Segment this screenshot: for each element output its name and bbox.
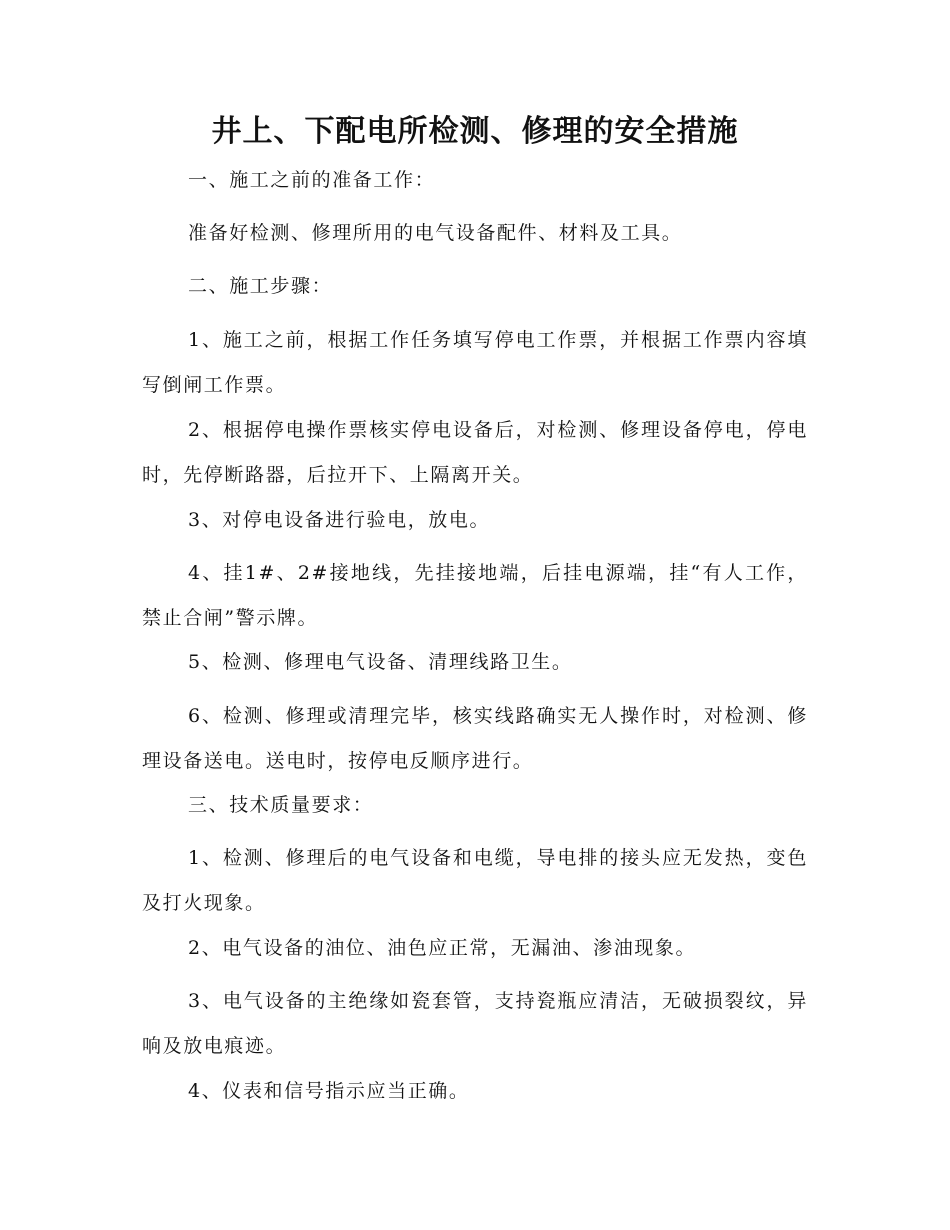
section-heading-preparation: 一、施工之前的准备工作： xyxy=(188,169,436,191)
section-heading-steps: 二、施工步骤： xyxy=(188,275,333,297)
step-2: 2、根据停电操作票核实停电设备后，对检测、修理设备停电，停电时，先停断路器，后拉开下、上隔离开关。 xyxy=(142,419,808,486)
step-3: 3、对停电设备进行验电，放电。 xyxy=(188,509,491,531)
requirement-1: 1、检测、修理后的电气设备和电缆，导电排的接头应无发热，变色及打火现象。 xyxy=(142,847,808,914)
section-heading-quality: 三、技术质量要求： xyxy=(188,794,374,816)
step-5: 5、检测、修理电气设备、清理线路卫生。 xyxy=(188,651,573,673)
document-title: 井上、下配电所检测、修理的安全措施 xyxy=(211,114,739,149)
paragraph-preparation: 准备好检测、修理所用的电气设备配件、材料及工具。 xyxy=(188,222,683,244)
step-4: 4、挂1#、2#接地线，先挂接地端，后挂电源端，挂“有人工作，禁止合闸”警示牌。 xyxy=(142,562,808,629)
requirement-2: 2、电气设备的油位、油色应正常，无漏油、渗油现象。 xyxy=(188,937,697,959)
requirement-3: 3、电气设备的主绝缘如瓷套管，支持瓷瓶应清洁，无破损裂纹，异响及放电痕迹。 xyxy=(142,990,808,1057)
step-6: 6、检测、修理或清理完毕，核实线路确实无人操作时，对检测、修理设备送电。送电时，按停电反顺序进行。 xyxy=(142,705,808,772)
requirement-4: 4、仪表和信号指示应当正确。 xyxy=(188,1080,470,1102)
step-1: 1、施工之前，根据工作任务填写停电工作票，并根据工作票内容填写倒闸工作票。 xyxy=(142,329,808,396)
